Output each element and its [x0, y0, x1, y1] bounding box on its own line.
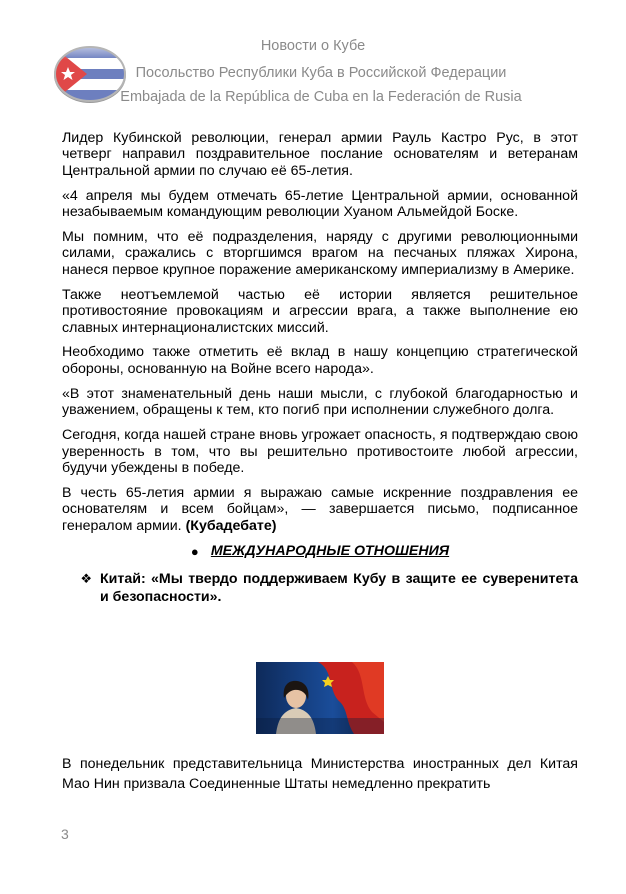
article-body [62, 130, 578, 616]
article-paragraph: «4 апреля мы будем отмечать 65-летие Центральной армии, основанной незабываемым командующим революции Хуаном Альмейдой Боске. [62, 187, 578, 221]
article-paragraph: «В этот знаменательный день наши мысли, с глубокой благодарностью и уважением, обращены к тем, кто погиб при исполнении служебного долга. [62, 385, 578, 419]
news-title: Китай: «Мы твердо поддерживаем Кубу в защите ее суверенитета и безопасности». [100, 570, 578, 605]
section-heading [62, 543, 578, 560]
header-embassy-es: Embajada de la República de Cuba en la Federación de Rusia [120, 89, 522, 105]
header-title: Новости о Кубе [260, 38, 366, 54]
news-item [62, 570, 578, 606]
article-paragraph: Сегодня, когда нашей стране вновь угрожает опасность, я подтверждаю свою уверенность в том, что вы решительно противостоите любой агрессии, будучи убеждены в победе. [62, 427, 578, 476]
diamond-bullet-icon: ❖ [80, 570, 92, 586]
article-paragraph: Лидер Кубинской революции, генерал армии Рауль Кастро Рус, в этот четверг направил поздравительное послание основателям и ветеранам Центральной армии по случаю её 65-летия. [62, 130, 578, 179]
article-paragraph: Необходимо также отметить её вклад в нашу концепцию стратегической обороны, основанную на Войне всего народа». [62, 344, 578, 377]
bullet-icon: ● [190, 543, 199, 559]
header-embassy-ru: Посольство Республики Куба в Российской Федерации [135, 65, 507, 81]
page-header [0, 0, 626, 120]
section-title: МЕЖДУНАРОДНЫЕ ОТНОШЕНИЯ [210, 542, 450, 559]
article-last-paragraph [62, 485, 578, 534]
article-closing-text: В честь 65-летия армии я выражаю самые искренние поздравления ее основателям и всем бойцам», — завершается письмо, подписанное генералом армии. [62, 484, 578, 534]
page-number: 3 [61, 826, 69, 842]
article-paragraph: Мы помним, что её подразделения, наряду с другими революционными силами, сражались с вторгшимся врагом на песчаных пляжах Хирона, нанеся первое крупное поражение американскому империализму в Америке. [62, 229, 578, 278]
news-paragraph: В понедельник представительница Министерства иностранных дел Китая Мао Нин призвала Соединенные Штаты немедленно прекратить [62, 756, 578, 792]
article-source: (Кубадебате) [185, 517, 277, 534]
article-paragraph: Также неотъемлемой частью её истории является решительное противостояние провокациям и агрессии врага, а также выполнение ею славных интернационалистских миссий. [62, 286, 578, 336]
news-photo [256, 662, 384, 734]
